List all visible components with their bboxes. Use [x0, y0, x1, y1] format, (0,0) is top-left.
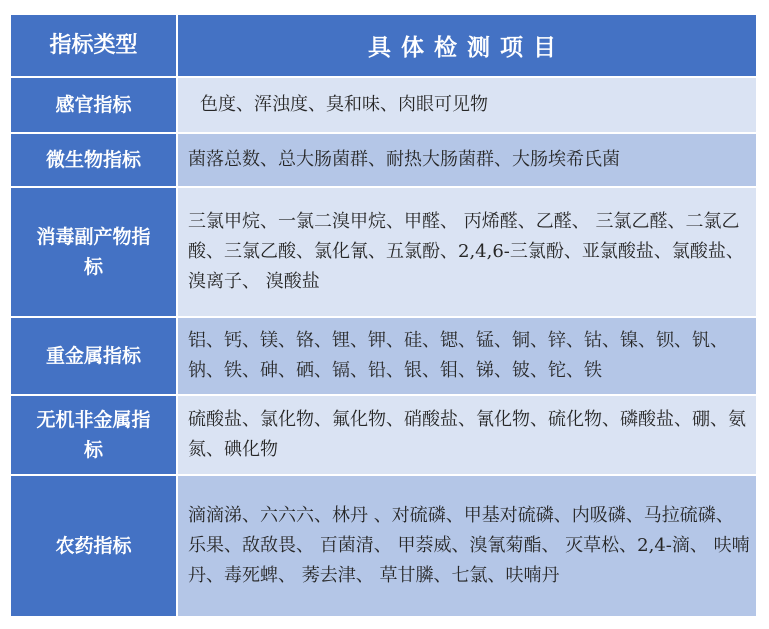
- row-type-label: 无机非金属指标: [36, 409, 151, 461]
- row-items-cell: 色度、浑浊度、臭和味、肉眼可见物: [177, 77, 756, 133]
- table-row: [11, 77, 756, 133]
- table-row: [11, 187, 756, 317]
- row-items-cell: 硫酸盐、氯化物、氟化物、硝酸盐、氰化物、硫化物、磷酸盐、硼、氨氮、碘化物: [177, 395, 756, 475]
- row-type-cell: 重金属指标: [11, 317, 177, 395]
- header-detection-items: 具体检测项目: [177, 15, 756, 77]
- table-row: [11, 475, 756, 617]
- indicator-table: [11, 15, 756, 618]
- table-row: [11, 317, 756, 395]
- row-items-cell: 铝、钙、镁、铬、锂、钾、硅、锶、锰、铜、锌、钴、镍、钡、钒、钠、铁、砷、硒、镉、铅、银、钼、锑、铍、铊、铁: [177, 317, 756, 395]
- table-row: [11, 133, 756, 187]
- row-items-cell: 三氯甲烷、一氯二溴甲烷、甲醛、 丙烯醛、乙醛、 三氯乙醛、二氯乙酸、三氯乙酸、氯化氰、五氯酚、2,4,6-三氯酚、亚氯酸盐、氯酸盐、 溴离子、 溴酸盐: [177, 187, 756, 317]
- header-indicator-type: 指标类型: [11, 15, 177, 77]
- row-type-cell: 微生物指标: [11, 133, 177, 187]
- table-header-row: [11, 15, 756, 77]
- row-type-cell: 农药指标: [11, 475, 177, 617]
- row-type-label: 消毒副产物指标: [36, 226, 151, 278]
- row-items-cell: 菌落总数、总大肠菌群、耐热大肠菌群、大肠埃希氏菌: [177, 133, 756, 187]
- row-items-cell: 滴滴涕、六六六、林丹 、对硫磷、甲基对硫磷、内吸磷、马拉硫磷、乐果、敌敌畏、 百菌清、 甲萘威、溴氰菊酯、 灭草松、2,4-滴、 呋喃丹、毒死蜱、 莠去津、 草甘膦、七氯、呋喃丹: [177, 475, 756, 617]
- row-type-cell: 感官指标: [11, 77, 177, 133]
- row-type-cell: [11, 187, 177, 317]
- row-type-cell: [11, 395, 177, 475]
- table-row: [11, 395, 756, 475]
